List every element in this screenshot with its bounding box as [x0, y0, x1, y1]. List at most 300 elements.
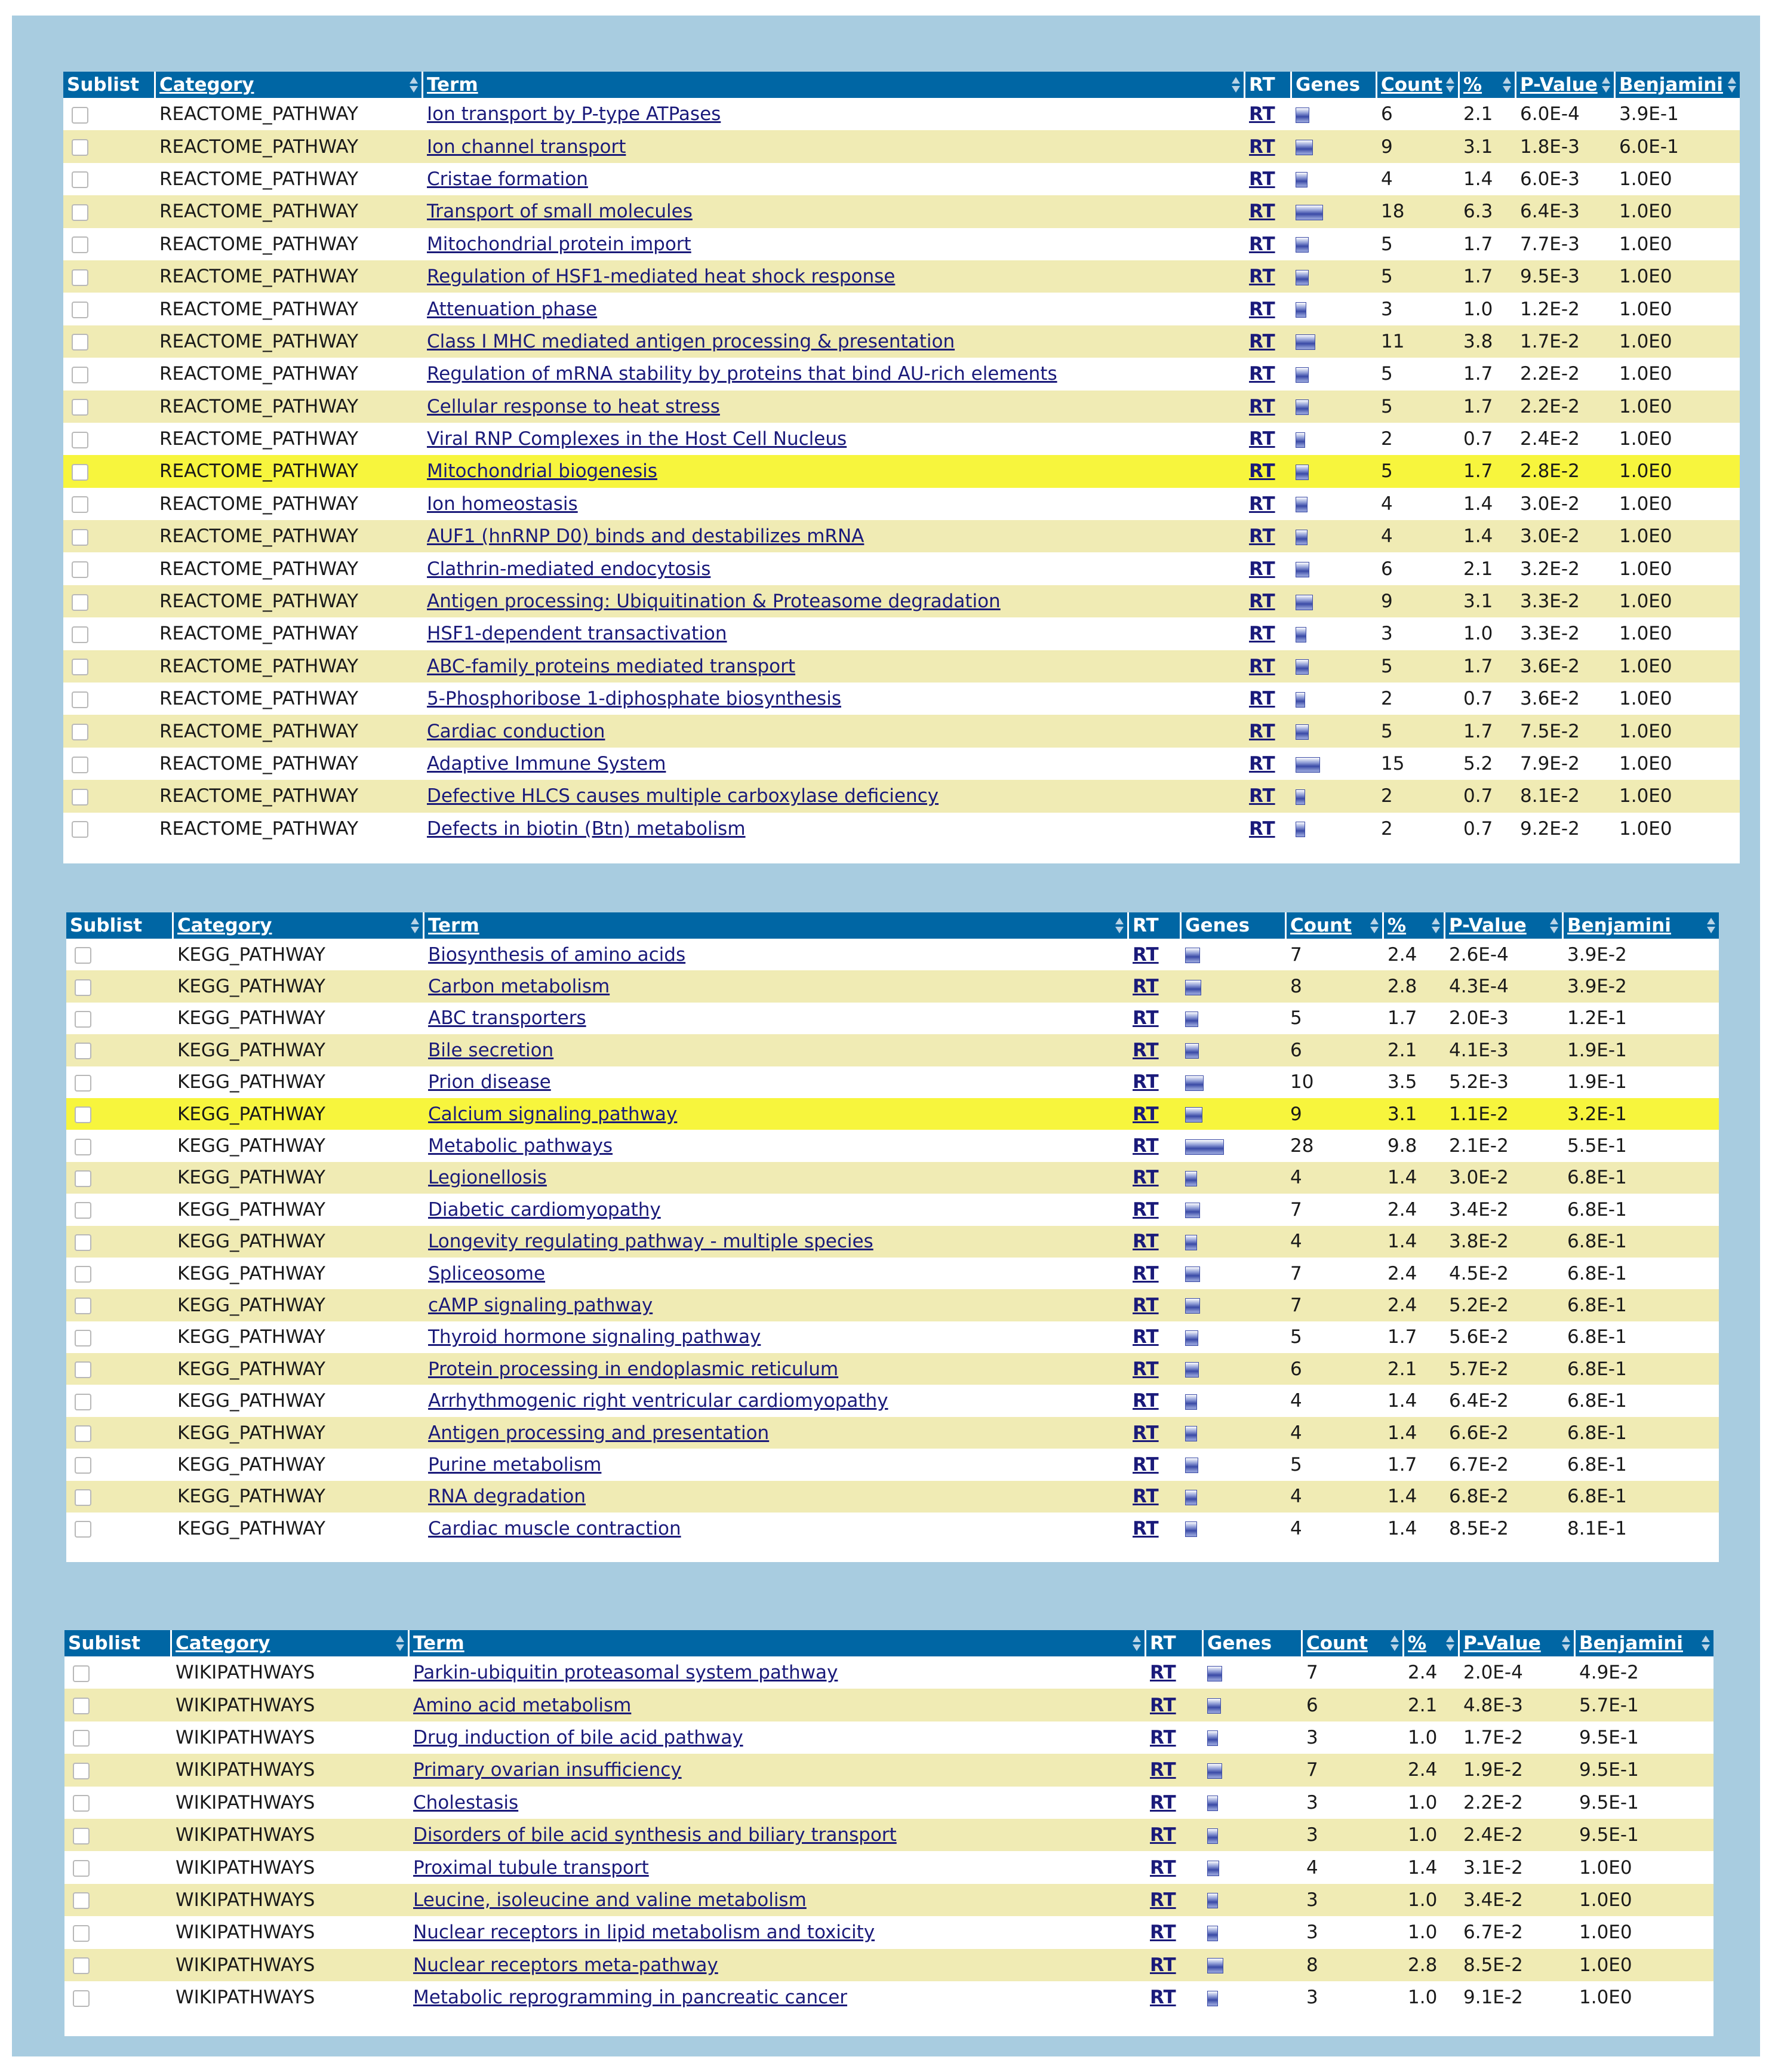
genes-bar-icon[interactable] [1296, 659, 1309, 675]
term-link[interactable]: HSF1-dependent transactivation [427, 623, 727, 645]
term-link[interactable]: Bile secretion [428, 1039, 554, 1061]
category-cell: KEGG_PATHWAY [174, 1226, 424, 1258]
sort-arrows-icon[interactable] [1133, 1636, 1142, 1651]
genes-bar-icon[interactable] [1296, 789, 1305, 805]
rt-link[interactable]: RT [1133, 1135, 1159, 1157]
genes-bar-icon[interactable] [1296, 205, 1323, 220]
sublist-checkbox[interactable] [72, 107, 88, 124]
sort-arrows-icon[interactable] [1503, 77, 1512, 93]
sublist-checkbox[interactable] [73, 1698, 90, 1714]
sort-arrows-icon[interactable] [1370, 918, 1379, 933]
rt-link[interactable]: RT [1133, 1262, 1159, 1284]
sublist-checkbox[interactable] [73, 1892, 90, 1909]
rt-link[interactable]: RT [1249, 298, 1275, 320]
term-cell [423, 98, 1245, 130]
table-row [63, 585, 1740, 617]
genes-bar-icon[interactable] [1207, 1861, 1219, 1876]
sublist-checkbox[interactable] [75, 1202, 91, 1219]
sort-arrows-icon[interactable] [1550, 918, 1559, 933]
rt-link[interactable]: RT [1133, 1453, 1159, 1475]
col-header-count[interactable]: Count [1287, 912, 1384, 939]
genes-bar-icon[interactable] [1296, 302, 1306, 318]
rt-link[interactable]: RT [1133, 1390, 1159, 1412]
sublist-checkbox[interactable] [75, 1170, 91, 1187]
term-link[interactable]: Regulation of HSF1-mediated heat shock response [427, 266, 896, 288]
term-link[interactable]: Cholestasis [413, 1791, 519, 1813]
term-link[interactable]: Protein processing in endoplasmic reticulum [428, 1358, 839, 1380]
benjamini-cell: 9.5E-1 [1576, 1819, 1713, 1851]
genes-bar-icon[interactable] [1185, 1426, 1197, 1441]
sublist-checkbox[interactable] [72, 659, 88, 675]
genes-cell [1292, 228, 1377, 260]
genes-bar-icon[interactable] [1207, 1763, 1222, 1779]
col-header-pvalue[interactable]: P-Value [1516, 72, 1616, 98]
table-row [66, 1385, 1719, 1416]
count-cell: 3 [1381, 623, 1393, 645]
term-link[interactable]: Proximal tubule transport [413, 1856, 649, 1879]
results-table [64, 1630, 1713, 2013]
genes-bar-icon[interactable] [1296, 530, 1308, 545]
pvalue-cell: 3.4E-2 [1449, 1198, 1509, 1221]
genes-bar-icon[interactable] [1185, 1298, 1200, 1314]
sort-arrows-icon[interactable] [411, 918, 420, 933]
sublist-checkbox[interactable] [75, 1394, 91, 1410]
term-link[interactable]: Nuclear receptors meta-pathway [413, 1954, 718, 1976]
term-link[interactable]: Prion disease [428, 1071, 551, 1093]
genes-bar-icon[interactable] [1207, 1926, 1218, 1941]
genes-bar-icon[interactable] [1296, 334, 1315, 350]
term-link[interactable]: AUF1 (hnRNP D0) binds and destabilizes mRNA [427, 525, 865, 548]
col-header-pvalue[interactable]: P-Value [1460, 1630, 1576, 1656]
term-link[interactable]: Thyroid hormone signaling pathway [428, 1326, 761, 1348]
pvalue-cell: 6.4E-2 [1449, 1390, 1509, 1412]
sublist-checkbox[interactable] [73, 1860, 90, 1877]
rt-link[interactable]: RT [1249, 460, 1275, 482]
genes-bar-icon[interactable] [1296, 497, 1308, 512]
rt-cell [1146, 1689, 1204, 1721]
sublist-checkbox[interactable] [72, 139, 88, 156]
sort-arrows-icon[interactable] [1232, 77, 1241, 93]
genes-bar-icon[interactable] [1185, 1362, 1199, 1378]
sublist-checkbox[interactable] [72, 561, 88, 578]
col-header-genes: Genes [1204, 1630, 1303, 1656]
benjamini-cell: 9.5E-1 [1576, 1754, 1713, 1786]
sublist-checkbox[interactable] [72, 367, 88, 383]
genes-bar-icon[interactable] [1207, 1796, 1218, 1811]
benjamini-cell: 1.0E0 [1619, 168, 1672, 190]
genes-bar-icon[interactable] [1185, 980, 1201, 995]
genes-bar-icon[interactable] [1185, 1075, 1204, 1091]
rt-link[interactable]: RT [1150, 1759, 1176, 1781]
rt-link[interactable]: RT [1150, 1662, 1176, 1684]
term-link[interactable]: Mitochondrial protein import [427, 233, 691, 255]
term-link[interactable]: Clathrin-mediated endocytosis [427, 558, 711, 580]
genes-bar-icon[interactable] [1185, 1394, 1197, 1410]
sort-arrows-icon[interactable] [1432, 918, 1441, 933]
genes-bar-icon[interactable] [1185, 1203, 1200, 1218]
term-link[interactable]: Cristae formation [427, 168, 588, 190]
genes-bar-icon[interactable] [1185, 1107, 1202, 1123]
term-link[interactable]: Cellular response to heat stress [427, 395, 720, 417]
term-link[interactable]: Metabolic reprogramming in pancreatic cancer [413, 1987, 848, 2009]
col-header-pvalue[interactable]: P-Value [1445, 912, 1564, 939]
rt-link[interactable]: RT [1249, 623, 1275, 645]
term-link[interactable]: Nuclear receptors in lipid metabolism and toxicity [413, 1922, 875, 1944]
percent-cell: 1.4 [1384, 1481, 1445, 1513]
sublist-checkbox[interactable] [72, 821, 88, 838]
term-link[interactable]: Primary ovarian insufficiency [413, 1759, 682, 1781]
term-link[interactable]: Attenuation phase [427, 298, 598, 320]
genes-cell [1182, 1130, 1287, 1161]
term-link[interactable]: Spliceosome [428, 1262, 546, 1284]
genes-bar-icon[interactable] [1185, 1458, 1198, 1473]
genes-bar-icon[interactable] [1185, 1330, 1198, 1346]
rt-link[interactable]: RT [1249, 136, 1275, 158]
sublist-checkbox[interactable] [75, 1361, 91, 1378]
term-link[interactable]: Drug induction of bile acid pathway [413, 1726, 743, 1748]
sublist-checkbox[interactable] [73, 1828, 90, 1844]
sublist-checkbox[interactable] [73, 1925, 90, 1942]
percent-cell: 1.4 [1388, 1390, 1417, 1412]
rt-link[interactable]: RT [1249, 591, 1275, 613]
sublist-checkbox[interactable] [75, 1521, 91, 1538]
genes-bar-icon[interactable] [1185, 1012, 1198, 1027]
sublist-checkbox[interactable] [73, 1795, 90, 1812]
term-link[interactable]: Ion transport by P-type ATPases [427, 103, 721, 125]
genes-cell [1182, 1034, 1287, 1066]
rt-link[interactable]: RT [1249, 395, 1275, 417]
col-header-count[interactable]: Count [1377, 72, 1460, 98]
sort-arrows-icon[interactable] [1446, 77, 1455, 93]
col-header-benjamini[interactable]: Benjamini [1564, 912, 1719, 939]
sort-arrows-icon[interactable] [1562, 1636, 1571, 1651]
benjamini-cell: 1.0E0 [1619, 558, 1672, 580]
genes-bar-icon[interactable] [1296, 465, 1309, 480]
term-link[interactable]: Antigen processing and presentation [428, 1422, 770, 1444]
sublist-checkbox[interactable] [72, 496, 88, 513]
sublist-checkbox[interactable] [72, 302, 88, 318]
pvalue-cell: 4.1E-3 [1445, 1034, 1564, 1066]
sublist-checkbox[interactable] [75, 1011, 91, 1028]
count-cell: 7 [1306, 1662, 1318, 1684]
sublist-checkbox[interactable] [72, 204, 88, 221]
rt-link[interactable]: RT [1249, 233, 1275, 255]
genes-bar-icon[interactable] [1296, 432, 1305, 448]
rt-link[interactable]: RT [1249, 817, 1275, 840]
sublist-checkbox[interactable] [75, 1139, 91, 1155]
rt-link[interactable]: RT [1150, 1824, 1176, 1846]
sublist-checkbox[interactable] [72, 334, 88, 351]
rt-link[interactable]: RT [1133, 1103, 1159, 1125]
category-cell: WIKIPATHWAYS [172, 1689, 410, 1721]
genes-bar-icon[interactable] [1207, 1730, 1218, 1746]
col-header-percent[interactable]: % [1404, 1630, 1460, 1656]
rt-link[interactable]: RT [1249, 720, 1275, 742]
percent-cell: 1.4 [1460, 520, 1516, 552]
rt-link[interactable]: RT [1150, 1922, 1176, 1944]
rt-link[interactable]: RT [1133, 1358, 1159, 1380]
rt-cell [1146, 1949, 1204, 1981]
genes-bar-icon[interactable] [1185, 1171, 1197, 1186]
benjamini-cell: 1.0E0 [1619, 623, 1672, 645]
col-header-percent[interactable]: % [1460, 72, 1516, 98]
genes-bar-icon[interactable] [1185, 1235, 1197, 1250]
genes-bar-icon[interactable] [1185, 1043, 1199, 1059]
sublist-checkbox[interactable] [73, 1730, 90, 1747]
sublist-checkbox[interactable] [73, 1957, 90, 1974]
sublist-cell [66, 1289, 174, 1321]
term-cell [423, 391, 1245, 423]
sublist-checkbox[interactable] [72, 691, 88, 708]
rt-link[interactable]: RT [1249, 493, 1275, 515]
genes-bar-icon[interactable] [1296, 270, 1309, 285]
sublist-checkbox[interactable] [75, 1234, 91, 1251]
genes-bar-icon[interactable] [1296, 172, 1308, 187]
term-link[interactable]: Cardiac muscle contraction [428, 1517, 681, 1539]
term-link[interactable]: cAMP signaling pathway [428, 1294, 653, 1316]
rt-cell [1245, 780, 1292, 812]
term-link[interactable]: Mitochondrial biogenesis [427, 460, 657, 482]
rt-link[interactable]: RT [1249, 330, 1275, 352]
count-cell: 4 [1287, 1417, 1384, 1449]
results-table [66, 912, 1719, 1544]
genes-bar-icon[interactable] [1296, 692, 1305, 708]
term-link[interactable]: RNA degradation [428, 1486, 586, 1508]
rt-link[interactable]: RT [1150, 1694, 1176, 1716]
genes-bar-icon[interactable] [1185, 1139, 1224, 1155]
term-link[interactable]: Class I MHC mediated antigen processing & presentation [427, 330, 955, 352]
genes-bar-icon[interactable] [1296, 140, 1313, 155]
sublist-checkbox[interactable] [72, 432, 88, 448]
term-cell [424, 970, 1129, 1002]
col-header-term[interactable]: Term [423, 72, 1245, 98]
term-link[interactable]: ABC-family proteins mediated transport [427, 655, 796, 677]
genes-bar-icon[interactable] [1296, 724, 1309, 740]
sublist-checkbox[interactable] [72, 757, 88, 773]
term-link[interactable]: Defects in biotin (Btn) metabolism [427, 817, 746, 840]
sublist-checkbox[interactable] [73, 1990, 90, 2007]
term-link[interactable]: 5-Phosphoribose 1-diphosphate biosynthesis [427, 688, 841, 710]
col-header-term[interactable]: Term [410, 1630, 1146, 1656]
rt-cell [1245, 455, 1292, 487]
rt-link[interactable]: RT [1249, 785, 1275, 807]
term-link[interactable]: Carbon metabolism [428, 976, 610, 998]
sort-arrows-icon[interactable] [1390, 1636, 1399, 1651]
term-link[interactable]: Amino acid metabolism [413, 1694, 632, 1716]
genes-bar-icon[interactable] [1296, 399, 1309, 415]
col-header-term[interactable]: Term [424, 912, 1129, 939]
sublist-checkbox[interactable] [72, 399, 88, 416]
term-link[interactable]: Cardiac conduction [427, 720, 605, 742]
genes-bar-icon[interactable] [1185, 1490, 1197, 1505]
genes-bar-icon[interactable] [1296, 367, 1309, 383]
term-link[interactable]: Biosynthesis of amino acids [428, 943, 686, 966]
sublist-checkbox[interactable] [75, 1330, 91, 1347]
rt-link[interactable]: RT [1133, 1422, 1159, 1444]
genes-bar-icon[interactable] [1296, 595, 1313, 610]
rt-link[interactable]: RT [1133, 1486, 1159, 1508]
genes-bar-icon[interactable] [1185, 1266, 1200, 1282]
rt-link[interactable]: RT [1150, 1889, 1176, 1911]
percent-cell: 1.4 [1384, 1417, 1445, 1449]
sort-arrows-icon[interactable] [1446, 1636, 1455, 1651]
genes-bar-icon[interactable] [1296, 822, 1305, 837]
col-header-category[interactable]: Category [174, 912, 424, 939]
sublist-checkbox[interactable] [72, 789, 88, 806]
sublist-checkbox[interactable] [72, 594, 88, 611]
term-link[interactable]: ABC transporters [428, 1007, 586, 1029]
genes-bar-icon[interactable] [1207, 1828, 1218, 1844]
count-cell: 5 [1290, 1007, 1302, 1029]
col-header-category[interactable]: Category [156, 72, 423, 98]
col-header-rt: RT [1129, 912, 1182, 939]
genes-bar-icon[interactable] [1296, 627, 1306, 642]
rt-link[interactable]: RT [1133, 1007, 1159, 1029]
rt-link[interactable]: RT [1249, 753, 1275, 774]
term-link[interactable]: Metabolic pathways [428, 1135, 613, 1157]
sublist-checkbox[interactable] [75, 1425, 91, 1442]
term-link[interactable]: Disorders of bile acid synthesis and biliary transport [413, 1824, 897, 1846]
rt-link[interactable]: RT [1133, 976, 1159, 998]
pvalue-cell: 5.2E-3 [1449, 1071, 1509, 1093]
rt-link[interactable]: RT [1150, 1954, 1176, 1976]
sublist-checkbox[interactable] [75, 947, 91, 964]
term-link[interactable]: Ion channel transport [427, 136, 626, 158]
term-link[interactable]: Calcium signaling pathway [428, 1103, 678, 1125]
rt-link[interactable]: RT [1249, 688, 1275, 710]
sublist-checkbox[interactable] [75, 1043, 91, 1059]
col-header-benjamini[interactable]: Benjamini [1616, 72, 1740, 98]
sublist-checkbox[interactable] [75, 1075, 91, 1092]
percent-cell: 2.4 [1388, 1262, 1417, 1284]
term-link[interactable]: Antigen processing: Ubiquitination & Proteasome degradation [427, 591, 1001, 613]
sublist-checkbox[interactable] [75, 1106, 91, 1123]
sort-arrows-icon[interactable] [1702, 1636, 1711, 1651]
sublist-checkbox[interactable] [72, 626, 88, 643]
term-link[interactable]: Arrhythmogenic right ventricular cardiomyopathy [428, 1390, 888, 1412]
sublist-checkbox[interactable] [75, 1298, 91, 1314]
sort-arrows-icon[interactable] [1602, 77, 1611, 93]
term-link[interactable]: Legionellosis [428, 1167, 547, 1189]
rt-link[interactable]: RT [1133, 943, 1159, 966]
sublist-checkbox[interactable] [72, 464, 88, 481]
rt-link[interactable]: RT [1150, 1726, 1176, 1748]
sublist-cell [63, 552, 156, 585]
genes-bar-icon[interactable] [1185, 948, 1200, 963]
sublist-checkbox[interactable] [72, 529, 88, 546]
rt-link[interactable]: RT [1249, 363, 1275, 385]
rt-link[interactable]: RT [1133, 1167, 1159, 1189]
sublist-checkbox[interactable] [72, 724, 88, 740]
genes-bar-icon[interactable] [1207, 1991, 1218, 2006]
genes-bar-icon[interactable] [1207, 1666, 1222, 1681]
term-cell [410, 1689, 1146, 1721]
term-link[interactable]: Leucine, isoleucine and valine metabolism [413, 1889, 807, 1911]
category-cell: WIKIPATHWAYS [176, 1791, 315, 1813]
sublist-checkbox[interactable] [75, 979, 91, 996]
genes-bar-icon[interactable] [1207, 1698, 1221, 1714]
term-link[interactable]: Parkin-ubiquitin proteasomal system pathway [413, 1662, 838, 1684]
sublist-checkbox[interactable] [72, 171, 88, 188]
sort-arrows-icon[interactable] [410, 77, 419, 93]
rt-link[interactable]: RT [1133, 1231, 1159, 1253]
rt-link[interactable]: RT [1249, 655, 1275, 677]
rt-link[interactable]: RT [1249, 201, 1275, 223]
genes-cell [1292, 423, 1377, 455]
sublist-checkbox[interactable] [75, 1457, 91, 1474]
rt-link[interactable]: RT [1133, 1071, 1159, 1093]
sublist-checkbox[interactable] [75, 1489, 91, 1506]
term-link[interactable]: Regulation of mRNA stability by proteins that bind AU-rich elements [427, 363, 1057, 385]
sort-arrows-icon[interactable] [1728, 77, 1737, 93]
term-link[interactable]: Diabetic cardiomyopathy [428, 1198, 661, 1221]
rt-link[interactable]: RT [1249, 428, 1275, 450]
term-link[interactable]: Transport of small molecules [427, 201, 693, 223]
rt-link[interactable]: RT [1133, 1294, 1159, 1316]
genes-bar-icon[interactable] [1185, 1521, 1197, 1537]
term-link[interactable]: Viral RNP Complexes in the Host Cell Nucleus [427, 428, 847, 450]
term-link[interactable]: Defective HLCS causes multiple carboxylase deficiency [427, 785, 939, 807]
sort-arrows-icon[interactable] [1707, 918, 1716, 933]
genes-bar-icon[interactable] [1207, 1958, 1223, 1973]
col-header-percent[interactable]: % [1384, 912, 1445, 939]
col-header-count[interactable]: Count [1303, 1630, 1404, 1656]
genes-bar-icon[interactable] [1296, 757, 1320, 773]
count-cell: 3 [1381, 298, 1393, 320]
pvalue-cell: 9.5E-3 [1516, 260, 1616, 293]
genes-bar-icon[interactable] [1207, 1893, 1218, 1908]
sublist-checkbox[interactable] [72, 269, 88, 286]
count-cell: 5 [1377, 650, 1460, 683]
rt-cell [1245, 683, 1292, 715]
term-link[interactable]: Adaptive Immune System [427, 753, 666, 774]
table-row [66, 1353, 1719, 1385]
sort-arrows-icon[interactable] [1115, 918, 1124, 933]
rt-link[interactable]: RT [1133, 1326, 1159, 1348]
rt-link[interactable]: RT [1249, 103, 1275, 125]
benjamini-cell: 1.0E0 [1619, 753, 1672, 774]
pvalue-cell: 7.7E-3 [1520, 233, 1580, 255]
sublist-checkbox[interactable] [73, 1665, 90, 1682]
rt-link[interactable]: RT [1249, 525, 1275, 548]
col-header-benjamini[interactable]: Benjamini [1576, 1630, 1713, 1656]
genes-bar-icon[interactable] [1296, 107, 1309, 123]
genes-bar-icon[interactable] [1296, 237, 1309, 253]
genes-bar-icon[interactable] [1296, 562, 1309, 577]
term-link[interactable]: Ion homeostasis [427, 493, 578, 515]
rt-cell [1129, 1098, 1182, 1130]
category-cell: WIKIPATHWAYS [176, 1922, 315, 1944]
percent-cell: 1.4 [1384, 1162, 1445, 1194]
rt-link[interactable]: RT [1150, 1987, 1176, 2009]
term-link[interactable]: Purine metabolism [428, 1453, 602, 1475]
term-cell [410, 1851, 1146, 1883]
sort-arrows-icon[interactable] [396, 1636, 405, 1651]
col-header-category[interactable]: Category [172, 1630, 410, 1656]
term-link[interactable]: Longevity regulating pathway - multiple species [428, 1231, 873, 1253]
rt-link[interactable]: RT [1150, 1791, 1176, 1813]
rt-link[interactable]: RT [1249, 168, 1275, 190]
sublist-checkbox[interactable] [73, 1763, 90, 1779]
sublist-checkbox[interactable] [75, 1266, 91, 1283]
rt-link[interactable]: RT [1133, 1039, 1159, 1061]
rt-link[interactable]: RT [1249, 266, 1275, 288]
rt-link[interactable]: RT [1133, 1517, 1159, 1539]
sublist-checkbox[interactable] [72, 236, 88, 253]
rt-link[interactable]: RT [1150, 1856, 1176, 1879]
rt-link[interactable]: RT [1133, 1198, 1159, 1221]
rt-link[interactable]: RT [1249, 558, 1275, 580]
